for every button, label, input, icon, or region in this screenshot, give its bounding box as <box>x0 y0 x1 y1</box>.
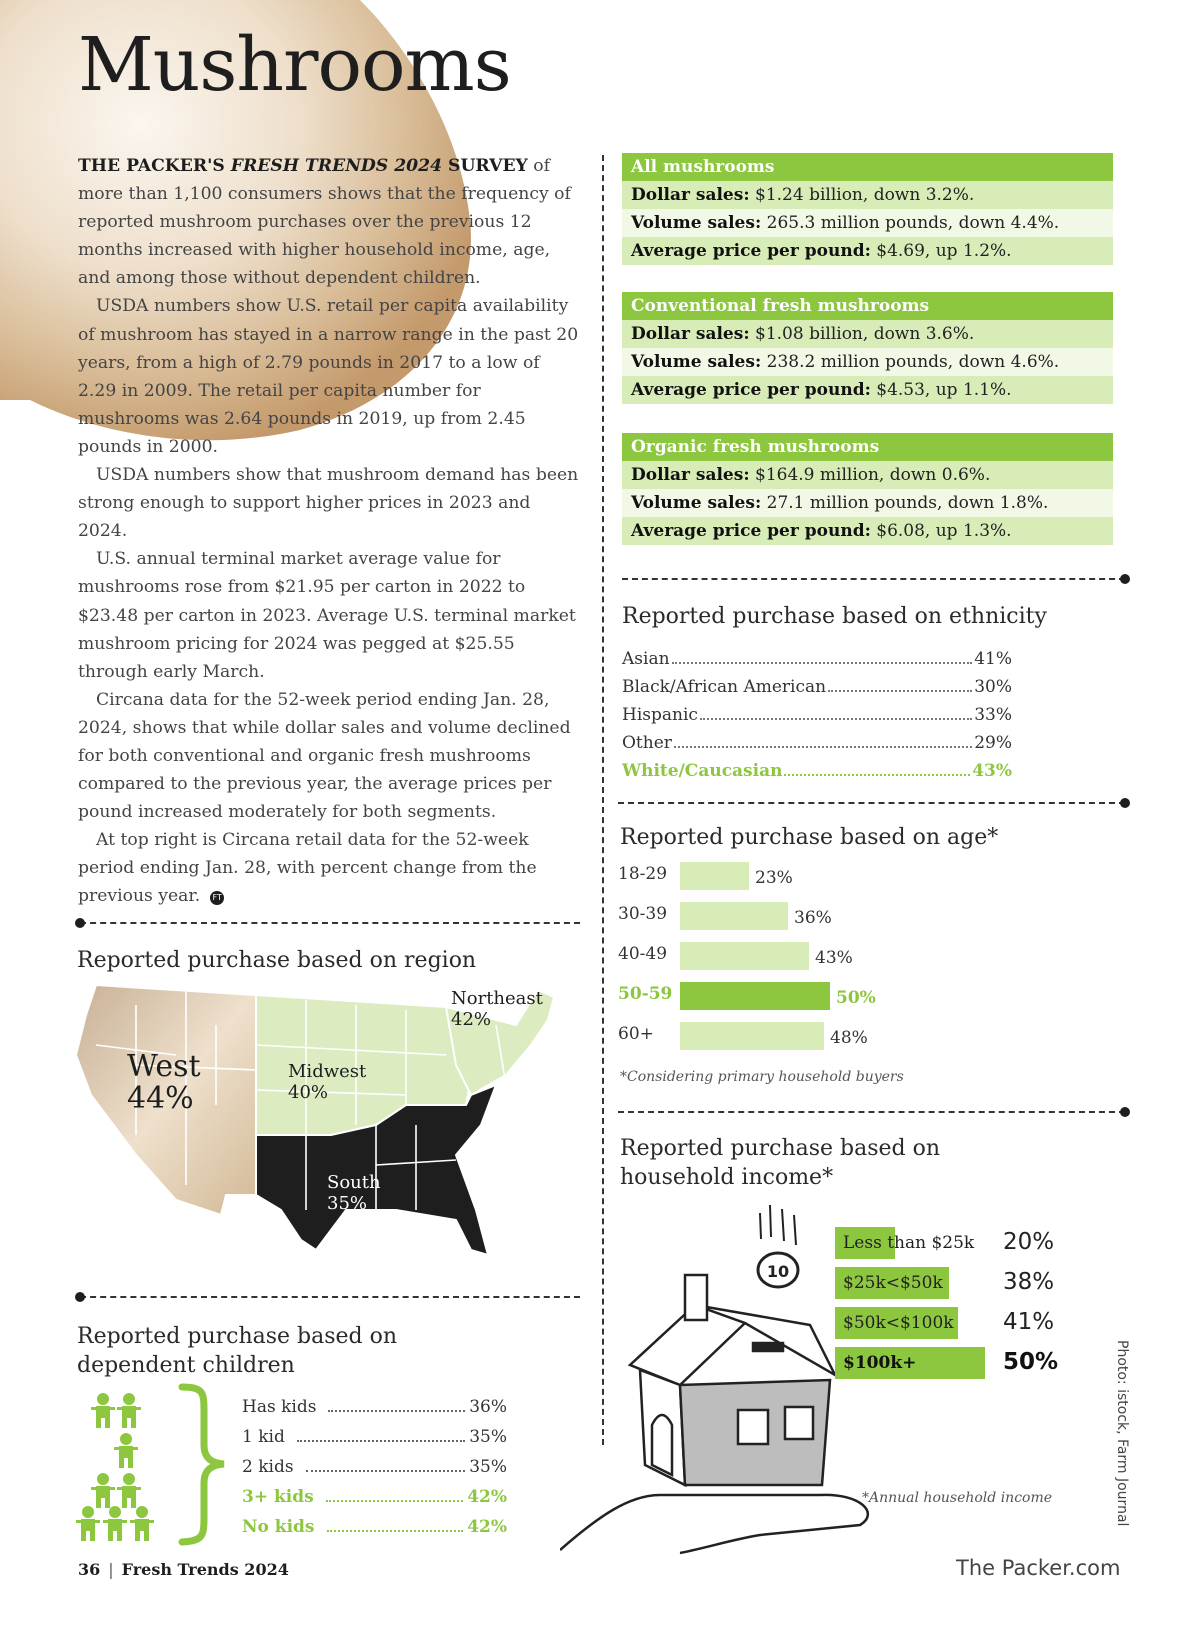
ethnicity-value: 43% <box>972 761 1012 781</box>
age-row <box>618 902 1038 932</box>
hand-icon <box>560 1495 868 1553</box>
ethnicity-label: Asian <box>622 649 670 669</box>
sales-value: 265.3 million pounds, down 4.4%. <box>761 213 1060 233</box>
divider-dot <box>1120 574 1130 584</box>
ethnicity-value: 41% <box>974 649 1012 669</box>
sales-value: 27.1 million pounds, down 1.8%. <box>761 493 1049 513</box>
child-figure-icon <box>117 1473 141 1508</box>
sales-box-conventional <box>622 292 1113 404</box>
sales-row <box>622 348 1113 376</box>
age-row <box>618 942 1038 972</box>
age-footnote: *Considering primary household buyers <box>620 1069 904 1085</box>
sales-label: Volume sales: <box>631 493 762 513</box>
sales-label: Average price per pound: <box>631 521 871 541</box>
children-value: 42% <box>467 1487 507 1507</box>
age-label: 30-39 <box>618 904 668 924</box>
child-figure-icon <box>130 1506 154 1541</box>
list-item <box>622 701 1012 729</box>
income-label: $100k+ <box>843 1353 917 1373</box>
ethnicity-label: Hispanic <box>622 705 698 725</box>
ethnicity-label: Other <box>622 733 672 753</box>
sales-header: Conventional fresh mushrooms <box>622 292 1113 320</box>
intro-p6-text: At top right is Circana retail data for the 52-week period ending Jan. 28, with percent change from the previous year. <box>78 830 537 907</box>
coin-label: 10 <box>766 1262 790 1281</box>
age-label: 50-59 <box>618 984 673 1004</box>
house-icon <box>630 1275 835 1485</box>
income-label: $25k<$50k <box>843 1273 943 1293</box>
income-footnote: *Annual household income <box>862 1490 1053 1506</box>
divider-dot <box>75 1292 85 1302</box>
photo-credit: Photo: istock, Farm Journal <box>1114 1340 1130 1527</box>
age-bar <box>680 942 809 970</box>
children-heading-line2: dependent children <box>77 1353 295 1378</box>
sales-box-organic <box>622 433 1113 545</box>
ethnicity-label: Black/African American <box>622 677 827 697</box>
age-label: 40-49 <box>618 944 668 964</box>
income-value: 41% <box>1003 1309 1055 1335</box>
intro-text <box>78 152 583 911</box>
age-bar <box>680 902 788 930</box>
sales-value: $4.69, up 1.2%. <box>870 241 1012 261</box>
sales-value: $4.53, up 1.1%. <box>870 380 1012 400</box>
sales-value: 238.2 million pounds, down 4.6%. <box>761 352 1060 372</box>
age-chart <box>618 862 1038 1082</box>
child-figure-icon <box>76 1506 100 1541</box>
list-item <box>242 1422 507 1452</box>
dot-leader <box>784 757 970 776</box>
sales-value: $1.08 billion, down 3.6%. <box>749 324 975 344</box>
intro-lead <box>78 156 528 176</box>
income-heading-line1: Reported purchase based on <box>620 1136 941 1161</box>
intro-p1-rest: of more than 1,100 consumers shows that the frequency of reported mushroom purchases over the previous 12 months increased with higher household income, age, and among those without dependent children. <box>78 156 571 289</box>
intro-lead-part1: THE PACKER'S <box>78 156 231 176</box>
income-row <box>835 1347 1075 1379</box>
sales-row <box>622 181 1113 209</box>
ethnicity-value: 30% <box>974 677 1012 697</box>
children-list <box>242 1392 507 1542</box>
dot-leader <box>700 701 972 720</box>
fresh-trends-end-icon: FT <box>210 891 224 905</box>
section-divider <box>618 802 1125 804</box>
sales-row <box>622 237 1113 265</box>
age-row <box>618 862 1038 892</box>
income-row <box>835 1267 1075 1299</box>
dot-leader <box>672 645 973 664</box>
intro-lead-italic: FRESH TRENDS 2024 <box>230 156 443 176</box>
sales-row <box>622 489 1113 517</box>
age-row <box>618 982 1038 1012</box>
section-divider <box>622 578 1125 580</box>
ethnicity-value: 33% <box>974 705 1012 725</box>
coin-icon <box>758 1205 798 1287</box>
age-value: 43% <box>815 948 853 968</box>
income-row <box>835 1227 1075 1259</box>
age-bar <box>680 862 749 890</box>
footer-separator: | <box>108 1560 114 1579</box>
sales-row <box>622 376 1113 404</box>
northeast-value: 42% <box>451 1009 492 1030</box>
sales-value: $1.24 billion, down 3.2%. <box>749 185 975 205</box>
page-title: Mushrooms <box>78 22 511 108</box>
age-bar <box>680 982 830 1010</box>
dot-leader <box>326 1482 464 1502</box>
us-region-map <box>76 985 576 1285</box>
children-label: Has kids <box>242 1397 317 1417</box>
children-label: 3+ kids <box>242 1487 314 1507</box>
ethnicity-label: White/Caucasian <box>622 761 783 781</box>
age-row <box>618 1022 1038 1052</box>
divider-dot <box>1120 798 1130 808</box>
map-label-west <box>127 1051 201 1115</box>
intro-paragraph-5: Circana data for the 52-week period ending Jan. 28, 2024, shows that while dollar sales and volume declined for both conventional and organic fresh mushrooms compared to the previous year, the average prices per pound increased moderately for both segments. <box>78 689 571 823</box>
west-value: 44% <box>127 1081 194 1116</box>
ethnicity-heading: Reported purchase based on ethnicity <box>622 604 1047 629</box>
child-figure-icon <box>91 1473 115 1508</box>
list-item <box>242 1452 507 1482</box>
midwest-name: Midwest <box>288 1061 367 1082</box>
sales-label: Volume sales: <box>631 213 762 233</box>
children-value: 36% <box>469 1397 507 1417</box>
dot-leader <box>297 1422 465 1442</box>
intro-lead-part2: SURVEY <box>442 156 528 176</box>
income-heading <box>620 1134 940 1192</box>
intro-paragraph-2: USDA numbers show U.S. retail per capita availability of mushroom has stayed in a narrow range in the past 20 years, from a high of 2.79 pounds in 2017 to a low of 2.29 in 2009. The retail per capita number for mushrooms was 2.64 pounds in 2019, up from 2.45 pounds in 2000. <box>78 296 579 457</box>
curly-brace-icon <box>178 1383 228 1546</box>
page-number: 36 <box>78 1560 101 1579</box>
section-divider <box>618 1111 1125 1113</box>
intro-paragraph-6 <box>78 826 583 910</box>
sales-row <box>622 209 1113 237</box>
publication-name: Fresh Trends 2024 <box>121 1560 289 1579</box>
footer-site: The Packer.com <box>956 1556 1121 1580</box>
sales-header: Organic fresh mushrooms <box>622 433 1113 461</box>
children-label: No kids <box>242 1517 315 1537</box>
midwest-value: 40% <box>288 1082 329 1103</box>
list-item <box>242 1512 507 1542</box>
age-value: 48% <box>830 1028 868 1048</box>
sales-label: Dollar sales: <box>631 185 750 205</box>
map-label-midwest <box>288 1061 366 1103</box>
list-item <box>622 673 1012 701</box>
income-row <box>835 1307 1075 1339</box>
sales-label: Dollar sales: <box>631 324 750 344</box>
map-label-south <box>327 1172 381 1214</box>
region-heading: Reported purchase based on region <box>77 948 477 973</box>
sales-value: $6.08, up 1.3%. <box>870 521 1012 541</box>
children-label: 2 kids <box>242 1457 294 1477</box>
income-value: 20% <box>1003 1229 1055 1255</box>
intro-paragraph-3: USDA numbers show that mushroom demand has been strong enough to support higher prices in 2023 and 2024. <box>78 465 579 542</box>
sales-value: $164.9 million, down 0.6%. <box>749 465 991 485</box>
northeast-name: Northeast <box>451 988 543 1009</box>
list-item <box>242 1482 507 1512</box>
dot-leader <box>327 1512 464 1532</box>
income-heading-line2: household income* <box>620 1165 834 1190</box>
dot-leader <box>674 729 972 748</box>
age-label: 18-29 <box>618 864 668 884</box>
children-icons <box>75 1392 155 1542</box>
list-item <box>622 729 1012 757</box>
section-divider <box>80 1296 580 1298</box>
south-name: South <box>327 1172 381 1193</box>
list-item <box>622 645 1012 673</box>
west-name: West <box>127 1049 201 1084</box>
child-figure-icon <box>91 1393 115 1428</box>
list-item <box>242 1392 507 1422</box>
children-value: 35% <box>469 1457 507 1477</box>
dot-leader <box>828 673 972 692</box>
age-heading: Reported purchase based on age* <box>620 825 999 850</box>
map-label-northeast <box>451 988 543 1030</box>
child-figure-icon <box>114 1433 138 1468</box>
divider-dot <box>1120 1107 1130 1117</box>
sales-label: Average price per pound: <box>631 241 871 261</box>
sales-row <box>622 517 1113 545</box>
children-heading-line1: Reported purchase based on <box>77 1324 398 1349</box>
children-value: 42% <box>467 1517 507 1537</box>
age-value: 36% <box>794 908 832 928</box>
children-value: 35% <box>469 1427 507 1447</box>
sales-row <box>622 461 1113 489</box>
income-label: Less than $25k <box>843 1233 975 1253</box>
ethnicity-list <box>622 645 1012 785</box>
children-label: 1 kid <box>242 1427 285 1447</box>
dot-leader <box>306 1452 466 1472</box>
section-divider <box>80 922 580 924</box>
sales-header: All mushrooms <box>622 153 1113 181</box>
list-item <box>622 757 1012 785</box>
ethnicity-value: 29% <box>974 733 1012 753</box>
dot-leader <box>328 1392 465 1412</box>
age-bar <box>680 1022 824 1050</box>
south-value: 35% <box>327 1193 368 1214</box>
child-figure-icon <box>103 1506 127 1541</box>
age-value: 50% <box>836 988 876 1008</box>
sales-label: Volume sales: <box>631 352 762 372</box>
income-label: $50k<$100k <box>843 1313 954 1333</box>
income-value: 50% <box>1003 1349 1059 1375</box>
sales-row <box>622 320 1113 348</box>
sales-label: Dollar sales: <box>631 465 750 485</box>
child-figure-icon <box>117 1393 141 1428</box>
children-heading <box>77 1322 397 1380</box>
age-value: 23% <box>755 868 793 888</box>
age-label: 60+ <box>618 1024 654 1044</box>
divider-dot <box>75 918 85 928</box>
sales-box-all <box>622 153 1113 265</box>
footer-left <box>78 1560 289 1579</box>
intro-paragraph-4: U.S. annual terminal market average value for mushrooms rose from $21.95 per carton in 2022 to $23.48 per carton in 2023. Average U.S. terminal market mushroom pricing for 2024 was pegged at $25.55 through early March. <box>78 549 576 682</box>
sales-label: Average price per pound: <box>631 380 871 400</box>
intro-paragraph-1 <box>78 152 583 292</box>
income-value: 38% <box>1003 1269 1055 1295</box>
